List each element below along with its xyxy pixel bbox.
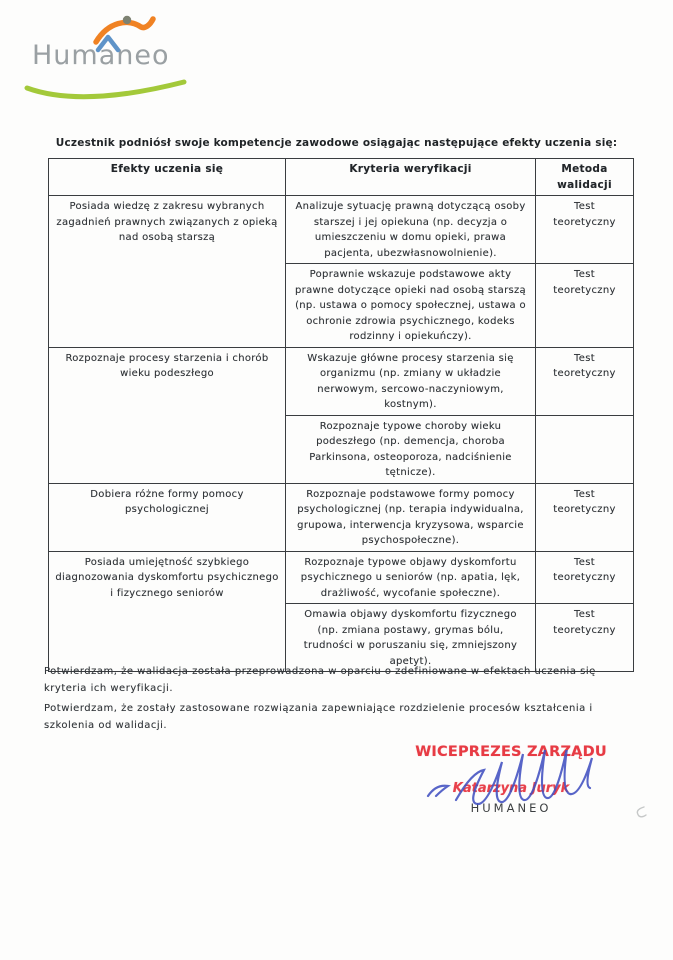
effect-cell: Posiada wiedzę z zakresu wybranych zagadnień prawnych związanych z opieką nad osobą starszą — [49, 196, 286, 348]
table-header-row — [49, 159, 634, 196]
table-row — [49, 347, 634, 415]
table-row — [49, 551, 634, 604]
header-criteria: Kryteria weryfikacji — [286, 159, 536, 196]
confirmation-paragraph-1: Potwierdzam, że walidacja została przeprowadzona w oparciu o zdefiniowane w efektach uczenia się kryteria ich weryfikacji. — [44, 666, 596, 694]
company-name: HUMANEO — [470, 801, 552, 815]
method-cell: Test teoretyczny — [536, 264, 634, 348]
humaneo-logo-wordmark: Humaneo — [32, 40, 170, 71]
effect-cell: Rozpoznaje procesy starzenia i chorób wieku podeszłego — [49, 347, 286, 483]
criterion-cell: Wskazuje główne procesy starzenia się organizmu (np. zmiany w układzie nerwowym, sercowo-naczyniowym, kostnym). — [286, 347, 536, 415]
logo-figure-head-icon — [123, 16, 131, 24]
table-row — [49, 196, 634, 264]
criterion-cell: Rozpoznaje podstawowe formy pomocy psychologicznej (np. terapia indywidualna, grupowa, interwencja kryzysowa, wsparcie psychospołeczne). — [286, 483, 536, 551]
logo-green-swoosh-icon — [27, 82, 184, 97]
method-cell: Test teoretyczny — [536, 483, 634, 551]
header-effects: Efekty uczenia się — [49, 159, 286, 196]
method-cell: Test teoretyczny — [536, 347, 634, 415]
signature-block — [404, 744, 618, 815]
method-cell: Test teoretyczny — [536, 551, 634, 604]
header-method: Metoda walidacji — [536, 159, 634, 196]
criterion-cell: Poprawnie wskazuje podstawowe akty prawne dotyczące opieki nad osobą starszą (np. ustawa o pomocy społecznej, ustawa o ochronie zdrowia psychicznego, kodeks rodzinny i opiekuńczy). — [286, 264, 536, 348]
table-row — [49, 483, 634, 551]
criterion-cell: Rozpoznaje typowe objawy dyskomfortu psychicznego u seniorów (np. apatia, lęk, drażliwość, wycofanie społeczne). — [286, 551, 536, 604]
method-cell: Test teoretyczny — [536, 196, 634, 264]
criterion-cell: Analizuje sytuację prawną dotyczącą osoby starszej i jej opiekuna (np. decyzja o umieszczeniu w domu opieki, prawa pacjenta, ubezwłasnowolnienie). — [286, 196, 536, 264]
method-cell — [536, 415, 634, 483]
role-stamp: WICEPREZES ZARZĄDU — [415, 744, 607, 760]
learning-outcomes-table — [48, 158, 634, 672]
handwritten-signature-icon — [398, 750, 624, 828]
criterion-cell: Omawia objawy dyskomfortu fizycznego (np. zmiana postawy, grymas bólu, trudności w poruszaniu się, zmniejszony apetyt). — [286, 604, 536, 672]
confirmation-paragraph-2: Potwierdzam, że zostały zastosowane rozwiązania zapewniające rozdzielenie procesów kształcenia i szkolenia od walidacji. — [44, 703, 593, 731]
criterion-cell: Rozpoznaje typowe choroby wieku podeszłego (np. demencja, choroba Parkinsona, osteoporoza, nadciśnienie tętnicze). — [286, 415, 536, 483]
effect-cell: Posiada umiejętność szybkiego diagnozowania dyskomfortu psychicznego i fizycznego seniorów — [49, 551, 286, 672]
method-cell: Test teoretyczny — [536, 604, 634, 672]
humaneo-logo — [24, 12, 200, 114]
name-stamp: Katarzyna Juryk — [452, 781, 570, 796]
scan-artifact-icon — [630, 804, 650, 820]
effect-cell: Dobiera różne formy pomocy psychologicznej — [49, 483, 286, 551]
humaneo-logo-art-icon — [24, 12, 200, 114]
document-title: Uczestnik podniósł swoje kompetencje zawodowe osiągając następujące efekty uczenia się: — [55, 137, 618, 149]
